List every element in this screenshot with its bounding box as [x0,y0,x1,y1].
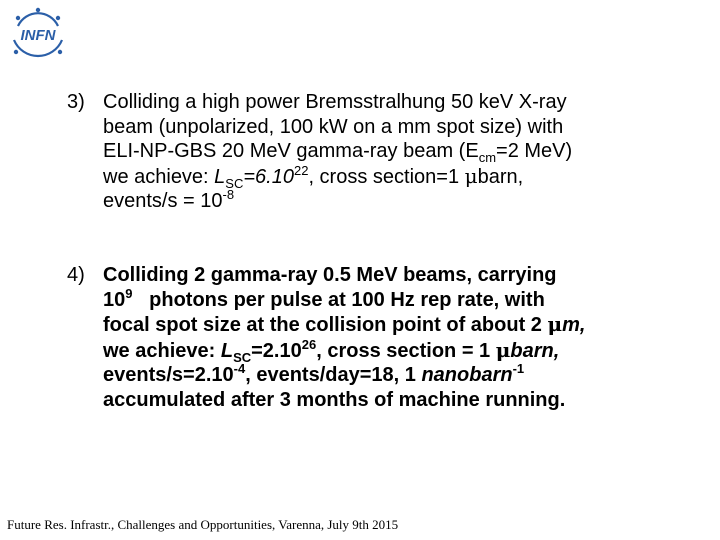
subscript: cm [478,150,497,165]
luminosity-symbol: L [220,339,234,362]
footer-citation: Future Res. Infrastr., Challenges and Opportunities, Varenna, July 9th 2015 [7,517,399,532]
subscript: SC [233,349,252,365]
list-number: 4) [67,264,85,286]
text-run: m, [562,314,586,336]
text-run: barn, [510,339,560,362]
list-item-text [103,90,707,214]
text-line: beam (unpolarized, 100 kW on a mm spot size) with [103,115,564,138]
superscript: 26 [301,336,317,352]
mu-symbol: μ [464,163,478,188]
text-run: events/s = 10 [103,190,223,212]
text-run: ELI-NP-GBS 20 MeV gamma-ray beam (E [103,140,479,162]
mu-symbol: μ [495,337,511,362]
text-line: accumulated after 3 months of machine running. [103,388,566,411]
text-run: , events/day=18, 1 [245,364,422,386]
luminosity-value: =6.10 [243,165,294,188]
infn-logo-graphic [6,4,70,66]
text-run: focal spot size at the collision point of about 2 [103,314,548,336]
text-line [103,338,707,364]
text-line: Colliding 2 gamma-ray 0.5 MeV beams, carrying [103,264,557,286]
text-line [103,189,707,214]
text-line: Colliding a high power Bremsstralhung 50 keV X-ray [103,91,567,113]
superscript: 22 [293,162,309,178]
list-number: 3) [67,91,85,113]
superscript: -1 [512,361,525,376]
text-line [103,312,707,338]
text-run: we achieve: [103,339,221,362]
text-run: nanobarn [421,364,513,386]
mu-symbol: μ [547,312,563,336]
luminosity-symbol: L [214,165,226,188]
text-line [103,363,707,388]
text-run: barn, [477,165,524,188]
list-item-4 [67,263,707,412]
text-line [103,164,707,190]
text-run: , cross section=1 [308,165,465,188]
list-item-3 [67,90,707,214]
text-run: photons per pulse at 100 Hz rep rate, with [132,288,545,311]
text-run: events/s=2.10 [103,364,234,386]
list-item-text [103,263,707,412]
text-run: 10 [103,288,126,311]
superscript: 9 [125,285,133,301]
superscript: -8 [222,187,235,202]
svg-text:INFN: INFN [20,27,56,44]
text-run: =2 MeV) [496,140,573,162]
subscript: SC [225,175,244,191]
superscript: -4 [233,361,246,376]
text-run: , cross section = 1 [316,339,496,362]
luminosity-value: =2.10 [251,339,302,362]
text-line [103,139,707,164]
infn-logo [6,4,70,66]
text-line [103,285,707,313]
text-run: we achieve: [103,165,215,188]
